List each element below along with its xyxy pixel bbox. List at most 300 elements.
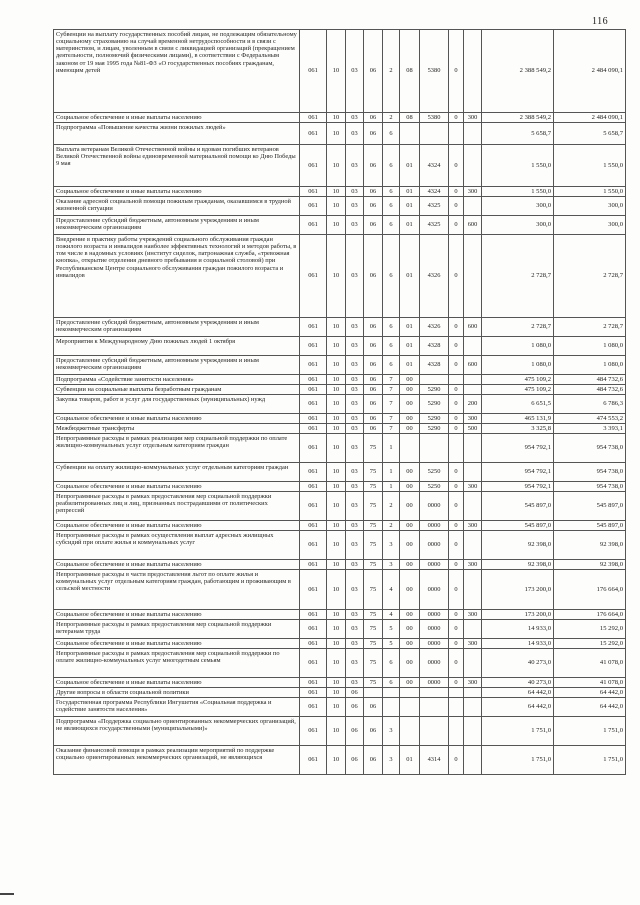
code-direction: 5290 [420,414,449,424]
code-event: 00 [400,560,420,570]
row-name: Предоставление субсидий бюджетным, автономным учреждениям и иным некоммерческим организациям [54,216,300,235]
code-subsection: 03 [346,482,364,492]
table-row [54,375,626,385]
code-sub-direction: 0 [449,113,464,123]
code-subsection: 03 [346,434,364,463]
code-event: 00 [400,531,420,560]
amount-year-1: 2 728,7 [482,318,554,337]
amount-year-2: 92 398,0 [554,531,626,560]
amount-year-1: 2 388 549,2 [482,113,554,123]
amount-year-1: 465 131,9 [482,414,554,424]
amount-year-2: 15 292,0 [554,620,626,639]
code-program: 75 [364,492,383,521]
code-direction: 4328 [420,337,449,356]
code-direction: 5250 [420,482,449,492]
code-direction [420,434,449,463]
table-row [54,414,626,424]
amount-year-2: 474 553,2 [554,414,626,424]
code-subprogram: 2 [383,521,400,531]
code-direction [420,375,449,385]
code-event: 08 [400,113,420,123]
code-subsection: 03 [346,492,364,521]
code-subsection: 06 [346,746,364,775]
code-expense-type [464,492,482,521]
table-row [54,385,626,395]
code-expense-type: 300 [464,521,482,531]
code-program: 06 [364,187,383,197]
code-event: 00 [400,414,420,424]
row-name: Социальное обеспечение и иные выплаты населению [54,113,300,123]
row-name: Социальное обеспечение и иные выплаты населению [54,187,300,197]
code-section: 10 [327,145,346,187]
code-subsection: 03 [346,187,364,197]
code-subsection: 03 [346,123,364,145]
code-program: 06 [364,235,383,318]
code-subsection: 03 [346,356,364,375]
code-subsection: 03 [346,414,364,424]
code-program: 75 [364,560,383,570]
code-section: 10 [327,531,346,560]
code-program: 75 [364,649,383,678]
code-section: 10 [327,235,346,318]
code-program: 75 [364,463,383,482]
table-row [54,570,626,610]
amount-year-2: 1 080,0 [554,356,626,375]
code-subprogram: 6 [383,318,400,337]
code-section: 10 [327,688,346,698]
row-name: Подпрограмма «Поддержка социально ориентированных некоммерческих организаций, не являющихся государственными (муниципальными)» [54,717,300,746]
code-sub-direction: 0 [449,746,464,775]
row-name: Предоставление субсидий бюджетным, автономным учреждениям и иным некоммерческим организациям [54,318,300,337]
code-program: 75 [364,531,383,560]
amount-year-1: 1 080,0 [482,356,554,375]
code-direction: 0000 [420,620,449,639]
code-section: 10 [327,113,346,123]
row-name: Социальное обеспечение и иные выплаты населению [54,414,300,424]
code-subsection: 03 [346,337,364,356]
amount-year-2: 6 786,3 [554,395,626,414]
code-event: 01 [400,197,420,216]
code-section: 10 [327,521,346,531]
code-subsection: 03 [346,521,364,531]
amount-year-2: 41 078,0 [554,678,626,688]
code-ministry: 061 [300,434,327,463]
code-program: 06 [364,395,383,414]
code-direction: 0000 [420,570,449,610]
code-subsection: 03 [346,385,364,395]
code-section: 10 [327,570,346,610]
code-sub-direction: 0 [449,216,464,235]
table-row [54,698,626,717]
code-program [364,688,383,698]
code-program: 06 [364,356,383,375]
code-subsection: 03 [346,216,364,235]
code-expense-type: 200 [464,395,482,414]
code-section: 10 [327,639,346,649]
code-ministry: 061 [300,678,327,688]
code-subprogram: 6 [383,337,400,356]
row-name: Выплата ветеранам Великой Отечественной войны и вдовам погибших ветеранов Великой Отечественной войны единовременной материальной помощи ко Дню Победы 9 мая [54,145,300,187]
code-expense-type [464,434,482,463]
table-row [54,560,626,570]
table-row [54,649,626,678]
table-row [54,688,626,698]
amount-year-1: 954 792,1 [482,482,554,492]
code-program: 06 [364,424,383,434]
amount-year-1: 3 325,8 [482,424,554,434]
code-subprogram: 3 [383,746,400,775]
code-subprogram [383,698,400,717]
code-program: 06 [364,337,383,356]
code-subprogram: 4 [383,610,400,620]
code-sub-direction: 0 [449,560,464,570]
code-sub-direction: 0 [449,492,464,521]
code-event: 01 [400,216,420,235]
amount-year-1: 2 728,7 [482,235,554,318]
code-sub-direction [449,717,464,746]
table-row [54,337,626,356]
code-direction [420,688,449,698]
code-ministry: 061 [300,197,327,216]
code-direction: 4324 [420,145,449,187]
code-sub-direction: 0 [449,385,464,395]
code-ministry: 061 [300,375,327,385]
budget-table [53,29,626,775]
code-section: 10 [327,318,346,337]
code-sub-direction [449,123,464,145]
code-sub-direction: 0 [449,678,464,688]
code-event: 00 [400,463,420,482]
code-ministry: 061 [300,746,327,775]
code-sub-direction: 0 [449,570,464,610]
code-sub-direction: 0 [449,482,464,492]
row-name: Непрограммные расходы в части предоставления льгот по оплате жилья и коммунальных услуг отдельным категориям граждан, работающим и проживающим в сельской местности [54,570,300,610]
code-event [400,434,420,463]
code-section: 10 [327,123,346,145]
code-program: 75 [364,639,383,649]
code-program: 75 [364,521,383,531]
code-program: 06 [364,145,383,187]
row-name: Субвенции на оплату жилищно-коммунальных услуг отдельным категориям граждан [54,463,300,482]
code-ministry: 061 [300,620,327,639]
amount-year-1: 1 080,0 [482,337,554,356]
amount-year-2: 954 738,0 [554,463,626,482]
code-expense-type [464,463,482,482]
code-ministry: 061 [300,717,327,746]
code-event: 01 [400,145,420,187]
amount-year-2: 64 442,0 [554,688,626,698]
table-row [54,424,626,434]
code-section: 10 [327,356,346,375]
code-expense-type: 300 [464,610,482,620]
table-row [54,235,626,318]
amount-year-1: 300,0 [482,216,554,235]
code-expense-type: 300 [464,113,482,123]
amount-year-1: 5 658,7 [482,123,554,145]
table-row [54,30,626,113]
code-section: 10 [327,375,346,385]
code-ministry: 061 [300,123,327,145]
code-sub-direction: 0 [449,610,464,620]
row-name: Оказание адресной социальной помощи пожилым гражданам, оказавшимся в трудной жизненной ситуации [54,197,300,216]
code-ministry: 061 [300,216,327,235]
code-sub-direction: 0 [449,187,464,197]
code-sub-direction [449,375,464,385]
row-name: Непрограммные расходы в рамках осуществления выплат адресных жилищных субсидий при оплате жилья и коммунальных услуг [54,531,300,560]
code-sub-direction [449,688,464,698]
code-event: 00 [400,570,420,610]
code-sub-direction: 0 [449,145,464,187]
amount-year-1: 6 651,5 [482,395,554,414]
code-ministry: 061 [300,521,327,531]
code-program: 06 [364,216,383,235]
code-section: 10 [327,197,346,216]
code-subsection: 03 [346,318,364,337]
code-expense-type: 300 [464,678,482,688]
code-ministry: 061 [300,531,327,560]
amount-year-2: 545 897,0 [554,521,626,531]
code-event: 00 [400,678,420,688]
code-program: 06 [364,414,383,424]
amount-year-2: 2 484 090,1 [554,30,626,113]
amount-year-2: 176 664,0 [554,610,626,620]
code-section: 10 [327,492,346,521]
code-direction: 0000 [420,531,449,560]
code-direction: 4325 [420,216,449,235]
code-direction [420,698,449,717]
code-expense-type: 300 [464,187,482,197]
row-name: Оказание финансовой помощи в рамках реализации мероприятий по поддержке социально ориентированных некоммерческих организаций, не являющихся [54,746,300,775]
amount-year-2: 2 728,7 [554,235,626,318]
code-subprogram: 6 [383,356,400,375]
code-subsection: 03 [346,197,364,216]
row-name: Субвенции на выплату государственных пособий лицам, не подлежащим обязательному социальному страхованию на случай временной нетрудоспособности и в связи с материнством, и лицам, уволенным в связи с ликвидацией организаций (прекращением деятельности, полномочий физическими лицами), в соответствии с Федеральным законом от 19 мая 1995 года №81-ФЗ «О государственных пособиях гражданам, имеющим детей [54,30,300,113]
code-program: 75 [364,610,383,620]
code-expense-type [464,337,482,356]
amount-year-1: 300,0 [482,197,554,216]
code-event: 00 [400,521,420,531]
amount-year-1: 475 109,2 [482,375,554,385]
code-direction: 5380 [420,113,449,123]
code-sub-direction: 0 [449,395,464,414]
amount-year-2: 484 732,6 [554,385,626,395]
code-ministry: 061 [300,649,327,678]
code-section: 10 [327,649,346,678]
amount-year-1: 545 897,0 [482,492,554,521]
row-name: Межбюджетные трансферты [54,424,300,434]
code-ministry: 061 [300,482,327,492]
code-section: 10 [327,678,346,688]
row-name: Подпрограмма «Повышение качества жизни пожилых людей» [54,123,300,145]
code-subsection: 03 [346,639,364,649]
table-row [54,717,626,746]
table-row [54,145,626,187]
amount-year-1: 1 550,0 [482,145,554,187]
code-expense-type [464,620,482,639]
table-row [54,639,626,649]
code-program: 75 [364,678,383,688]
row-name: Социальное обеспечение и иные выплаты населению [54,560,300,570]
code-event: 00 [400,395,420,414]
code-ministry: 061 [300,395,327,414]
amount-year-1: 64 442,0 [482,698,554,717]
amount-year-2: 2 484 090,1 [554,113,626,123]
code-sub-direction [449,434,464,463]
code-subprogram: 3 [383,531,400,560]
table-row [54,492,626,521]
row-name: Предоставление субсидий бюджетным, автономным учреждениям и иным некоммерческим организациям [54,356,300,375]
code-expense-type [464,30,482,113]
code-event: 00 [400,424,420,434]
amount-year-1: 1 751,0 [482,746,554,775]
amount-year-2: 41 078,0 [554,649,626,678]
code-program: 06 [364,698,383,717]
code-ministry: 061 [300,463,327,482]
amount-year-2: 1 550,0 [554,145,626,187]
code-subprogram: 6 [383,123,400,145]
row-name: Мероприятия к Международному Дню пожилых людей 1 октября [54,337,300,356]
code-sub-direction: 0 [449,649,464,678]
amount-year-2: 954 738,0 [554,482,626,492]
code-section: 10 [327,337,346,356]
table-row [54,395,626,414]
code-sub-direction: 0 [449,356,464,375]
code-program: 06 [364,717,383,746]
amount-year-1: 545 897,0 [482,521,554,531]
code-event: 01 [400,337,420,356]
code-event: 01 [400,356,420,375]
row-name: Непрограммные расходы в рамках реализации мер социальной поддержки по оплате жилищно-коммунальных услуг отдельным категориям граждан [54,434,300,463]
code-subprogram: 2 [383,30,400,113]
row-name: Непрограммные расходы в рамках предоставления мер социальной поддержки реабилитированных лиц и лиц, признанных пострадавшими от политических репрессий [54,492,300,521]
code-subsection: 03 [346,610,364,620]
code-subsection: 03 [346,424,364,434]
code-expense-type: 300 [464,560,482,570]
code-sub-direction: 0 [449,414,464,424]
code-event: 01 [400,187,420,197]
code-event [400,698,420,717]
amount-year-2: 300,0 [554,197,626,216]
code-subprogram: 1 [383,482,400,492]
code-program: 75 [364,482,383,492]
row-name: Подпрограмма «Содействие занятости населения» [54,375,300,385]
code-direction: 4324 [420,187,449,197]
code-ministry: 061 [300,318,327,337]
code-ministry: 061 [300,187,327,197]
amount-year-1: 64 442,0 [482,688,554,698]
code-expense-type [464,649,482,678]
code-subsection: 03 [346,463,364,482]
row-name: Непрограммные расходы в рамках предоставления мер социальной поддержки по оплате жилищно-коммунальных услуг многодетным семьям [54,649,300,678]
row-name: Внедрение в практику работы учреждений социального обслуживания граждан пожилого возраста и инвалидов наиболее эффективных технологий и методов работы, в том числе в надомных условиях (институт сиделок, патронажная служба, «тревожная кнопка», открытие отделения дневного пребывания и социальной столовой) при Республиканском Центре социального обслуживания граждан пожилого возраста и инвалидов [54,235,300,318]
amount-year-2: 1 080,0 [554,337,626,356]
code-event [400,688,420,698]
code-event: 01 [400,235,420,318]
amount-year-2: 2 728,7 [554,318,626,337]
code-subprogram: 7 [383,375,400,385]
code-section: 10 [327,620,346,639]
code-subprogram: 4 [383,570,400,610]
code-ministry: 061 [300,610,327,620]
code-direction: 0000 [420,678,449,688]
code-subprogram: 5 [383,620,400,639]
code-section: 10 [327,463,346,482]
code-subsection: 06 [346,717,364,746]
code-section: 10 [327,187,346,197]
code-section: 10 [327,395,346,414]
code-subsection: 03 [346,620,364,639]
code-sub-direction: 0 [449,30,464,113]
code-expense-type [464,717,482,746]
code-expense-type: 600 [464,216,482,235]
amount-year-2: 176 664,0 [554,570,626,610]
code-sub-direction: 0 [449,521,464,531]
code-expense-type [464,570,482,610]
code-direction: 4326 [420,318,449,337]
code-expense-type [464,385,482,395]
code-ministry: 061 [300,113,327,123]
code-event: 00 [400,610,420,620]
code-event: 00 [400,639,420,649]
row-name: Социальное обеспечение и иные выплаты населению [54,639,300,649]
code-section: 10 [327,414,346,424]
code-direction: 4328 [420,356,449,375]
code-subprogram [383,688,400,698]
code-subprogram: 7 [383,414,400,424]
row-name: Социальное обеспечение и иные выплаты населению [54,610,300,620]
code-sub-direction: 0 [449,197,464,216]
code-sub-direction: 0 [449,424,464,434]
table-row [54,531,626,560]
code-sub-direction: 0 [449,639,464,649]
code-direction [420,717,449,746]
code-sub-direction: 0 [449,337,464,356]
table-row [54,187,626,197]
table-row [54,620,626,639]
row-name: Непрограммные расходы в рамках предоставления мер социальной поддержки ветеранам труда [54,620,300,639]
code-subprogram: 1 [383,463,400,482]
amount-year-1: 14 933,0 [482,639,554,649]
code-subsection: 06 [346,698,364,717]
code-ministry: 061 [300,560,327,570]
code-ministry: 061 [300,356,327,375]
code-section: 10 [327,385,346,395]
table-row [54,434,626,463]
table-row [54,318,626,337]
code-expense-type: 600 [464,356,482,375]
code-direction: 0000 [420,560,449,570]
code-subprogram: 7 [383,424,400,434]
amount-year-2: 15 292,0 [554,639,626,649]
table-row [54,678,626,688]
code-subprogram: 6 [383,678,400,688]
code-program: 06 [364,197,383,216]
table-row [54,610,626,620]
code-subsection: 03 [346,395,364,414]
table-row [54,521,626,531]
code-direction: 5290 [420,424,449,434]
code-ministry: 061 [300,688,327,698]
code-ministry: 061 [300,337,327,356]
code-subsection: 03 [346,531,364,560]
amount-year-2: 3 393,1 [554,424,626,434]
code-event: 01 [400,746,420,775]
code-program: 75 [364,570,383,610]
code-program: 06 [364,30,383,113]
code-direction: 4314 [420,746,449,775]
code-program: 06 [364,318,383,337]
table-row [54,113,626,123]
